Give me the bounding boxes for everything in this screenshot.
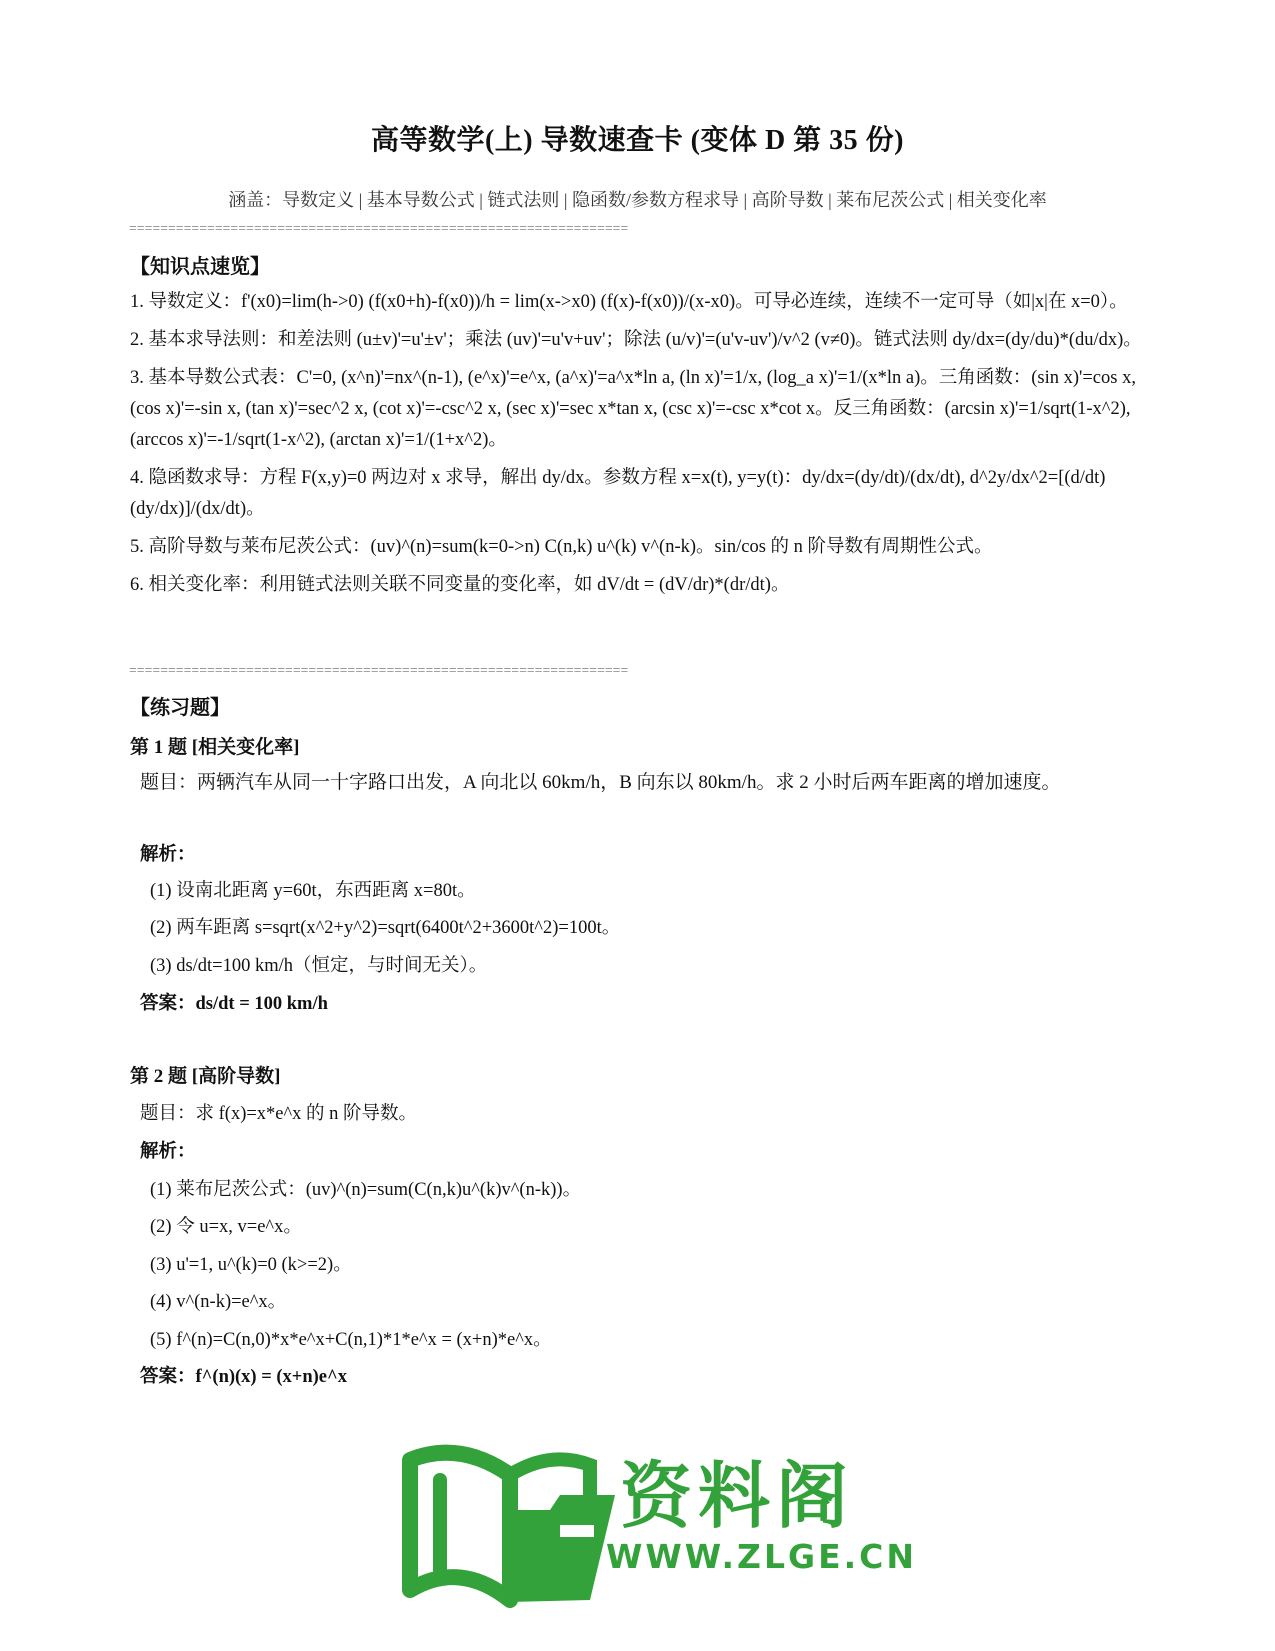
question-2-step: (3) u'=1, u^(k)=0 (k>=2)。 bbox=[150, 1255, 352, 1275]
question-1-answer: 答案：ds/dt = 100 km/h bbox=[140, 994, 328, 1014]
watermark-url: WWW.ZLGE.CN bbox=[606, 1537, 918, 1576]
question-1-step: (3) ds/dt=100 km/h（恒定，与时间无关）。 bbox=[150, 956, 488, 976]
question-2-step: (4) v^(n-k)=e^x。 bbox=[150, 1292, 287, 1312]
knowledge-item: 2. 基本求导法则：和差法则 (u±v)'=u'±v'；乘法 (uv)'=u'v+uv'；除法 (u/v)'=(u'v-uv')/v^2 (v≠0)。链式法则 dy/dx=(dy/du)*(du/dx)。 bbox=[130, 330, 1142, 350]
page-title: 高等数学(上) 导数速查卡 (变体 D 第 35 份) bbox=[370, 125, 905, 156]
question-1-analysis-label: 解析： bbox=[140, 845, 196, 865]
question-2-answer: 答案：f^(n)(x) = (x+n)e^x bbox=[140, 1367, 347, 1387]
practice-heading: 【练习题】 bbox=[130, 697, 230, 719]
knowledge-item: 5. 高阶导数与莱布尼茨公式：(uv)^(n)=sum(k=0->n) C(n,k) u^(k) v^(n-k)。sin/cos 的 n 阶导数有周期性公式。 bbox=[130, 537, 993, 557]
question-2-analysis-label: 解析： bbox=[140, 1142, 196, 1162]
knowledge-heading: 【知识点速览】 bbox=[130, 256, 270, 278]
question-2-title: 第 2 题 [高阶导数] bbox=[130, 1066, 281, 1087]
knowledge-item: 6. 相关变化率：利用链式法则关联不同变量的变化率，如 dV/dt = (dV/dr)*(dr/dt)。 bbox=[130, 575, 790, 595]
question-2-step: (1) 莱布尼茨公式：(uv)^(n)=sum(C(n,k)u^(k)v^(n-k))。 bbox=[150, 1180, 582, 1200]
question-2-step: (5) f^(n)=C(n,0)*x*e^x+C(n,1)*1*e^x = (x+n)*e^x。 bbox=[150, 1330, 552, 1350]
question-2-text: 题目：求 f(x)=x*e^x 的 n 阶导数。 bbox=[140, 1104, 418, 1124]
page-subtitle: 涵盖：导数定义 | 基本导数公式 | 链式法则 | 隐函数/参数方程求导 | 高阶导数 | 莱布尼茨公式 | 相关变化率 bbox=[228, 190, 1047, 210]
question-1-title: 第 1 题 [相关变化率] bbox=[130, 737, 300, 758]
knowledge-item: 4. 隐函数求导：方程 F(x,y)=0 两边对 x 求导，解出 dy/dx。参数方程 x=x(t), y=y(t)：dy/dx=(dy/dt)/(dx/dt), d^2y/dx^2=[(d/dt)(dy/dx)]/(dx/dt)。 bbox=[130, 468, 1106, 519]
knowledge-item: 1. 导数定义：f'(x0)=lim(h->0) (f(x0+h)-f(x0))/h = lim(x->x0) (f(x)-f(x0))/(x-x0)。可导必连续，连续不一定可导（如|x|在 x=0）。 bbox=[130, 292, 1128, 312]
open-book-folder-icon bbox=[400, 1440, 630, 1615]
knowledge-list bbox=[130, 287, 1145, 608]
divider-rule: ================================================================ bbox=[129, 664, 629, 678]
knowledge-item: 3. 基本导数公式表：C'=0, (x^n)'=nx^(n-1), (e^x)'=e^x, (a^x)'=a^x*ln a, (ln x)'=1/x, (log_a x)'=1/(x*ln a)。三角函数：(sin x)'=cos x, (cos x)'=-sin x, (tan x)'=sec^2 x, (cot x)'=-csc^2 x, (sec x)'=sec x*tan x, (csc x)'=-csc x*cot x。反三角函数：(arcsin x)'=1/sqrt(1-x^2), (arccos x)'=-1/sqrt(1-x^2), (arctan x)'=1/(1+x^2)。 bbox=[130, 368, 1136, 450]
question-1-step: (2) 两车距离 s=sqrt(x^2+y^2)=sqrt(6400t^2+3600t^2)=100t。 bbox=[150, 918, 621, 938]
question-2-step: (2) 令 u=x, v=e^x。 bbox=[150, 1217, 302, 1237]
question-1-step: (1) 设南北距离 y=60t，东西距离 x=80t。 bbox=[150, 881, 476, 901]
watermark-brand: 资料阁 bbox=[620, 1454, 855, 1538]
question-1-text: 题目：两辆汽车从同一十字路口出发，A 向北以 60km/h，B 向东以 80km/h。求 2 小时后两车距离的增加速度。 bbox=[140, 772, 1061, 793]
divider-rule: ================================================================ bbox=[129, 222, 629, 236]
